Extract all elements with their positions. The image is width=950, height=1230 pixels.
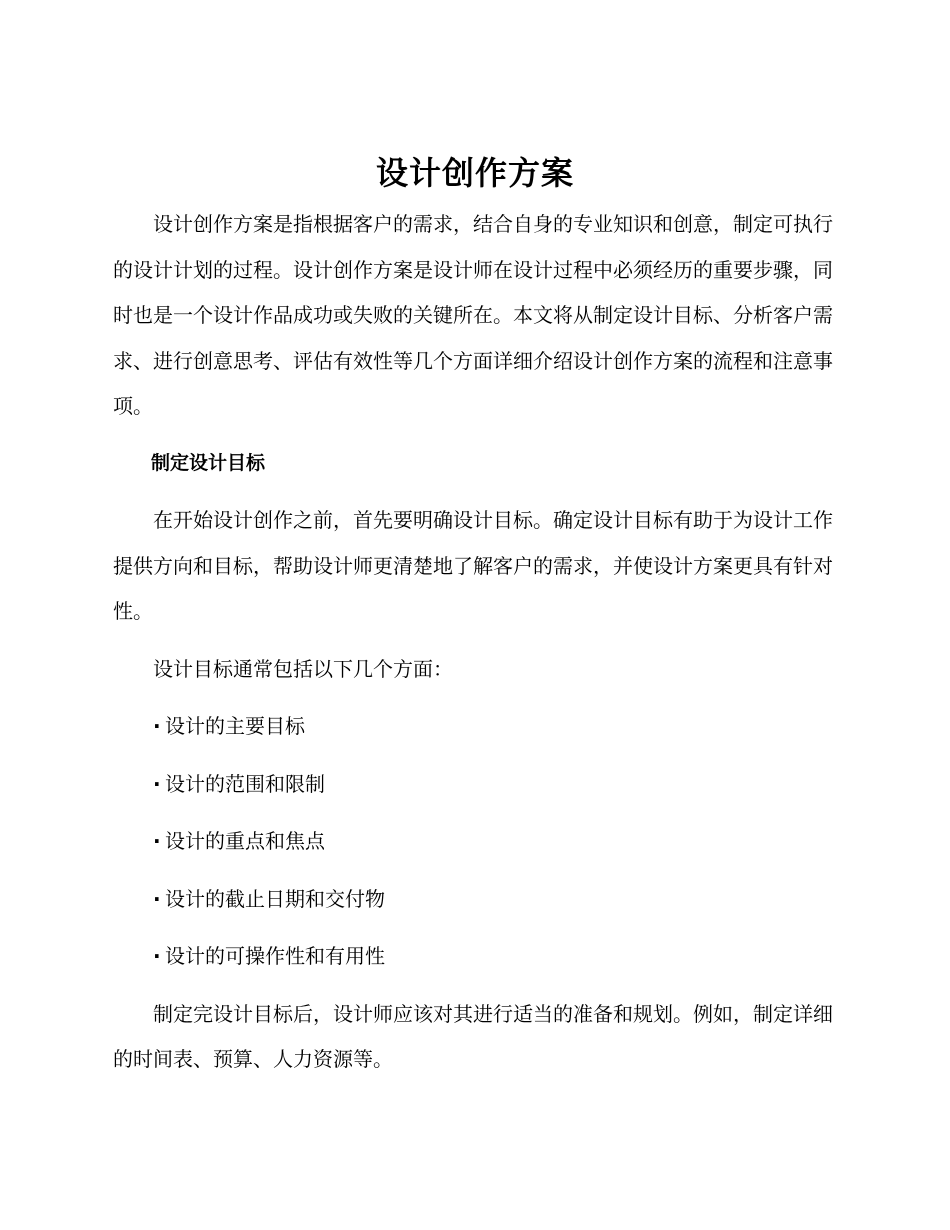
- section-heading: 制定设计目标: [151, 451, 266, 474]
- bullet-marker: ·: [153, 829, 161, 853]
- bullet-item: [113, 877, 833, 923]
- bullet-text: 设计的截止日期和交付物: [165, 886, 385, 911]
- document-title: 设计创作方案: [375, 154, 574, 192]
- bullet-text: 设计的主要目标: [165, 714, 305, 738]
- bullet-marker: ·: [153, 944, 161, 968]
- intro-paragraph: 设计创作方案是指根据客户的需求，结合自身的专业知识和创意，制定可执行的设计计划的过程。设计创作方案是设计师在设计过程中必须经历的重要步骤，同时也是一个设计作品成功或失败的关键所在。本文将从制定设计目标、分析客户需求、进行创意思考、评估有效性等几个方面详细介绍设计创作方案的流程和注意事项。: [113, 212, 833, 418]
- bullet-marker: ·: [153, 886, 161, 911]
- section-paragraph-2: 设计目标通常包括以下几个方面：: [153, 656, 453, 681]
- bullet-marker: ·: [153, 714, 161, 738]
- section-paragraph-1: 在开始设计创作之前，首先要明确设计目标。确定设计目标有助于为设计工作提供方向和目标，帮助设计师更清楚地了解客户的需求，并使设计方案更具有针对性。: [113, 508, 833, 623]
- bullet-marker: ·: [153, 771, 161, 796]
- document-body: [113, 202, 833, 1083]
- bullet-item: [113, 704, 833, 750]
- bullet-text: 设计的可操作性和有用性: [165, 944, 385, 968]
- bullet-text: 设计的重点和焦点: [165, 829, 325, 853]
- section-paragraph-3: 制定完设计目标后，设计师应该对其进行适当的准备和规划。例如，制定详细的时间表、预算、人力资源等。: [113, 1001, 833, 1071]
- bullet-item: [113, 934, 833, 980]
- bullet-text: 设计的范围和限制: [165, 771, 325, 796]
- bullet-item: [113, 762, 833, 808]
- bullet-item: [113, 819, 833, 865]
